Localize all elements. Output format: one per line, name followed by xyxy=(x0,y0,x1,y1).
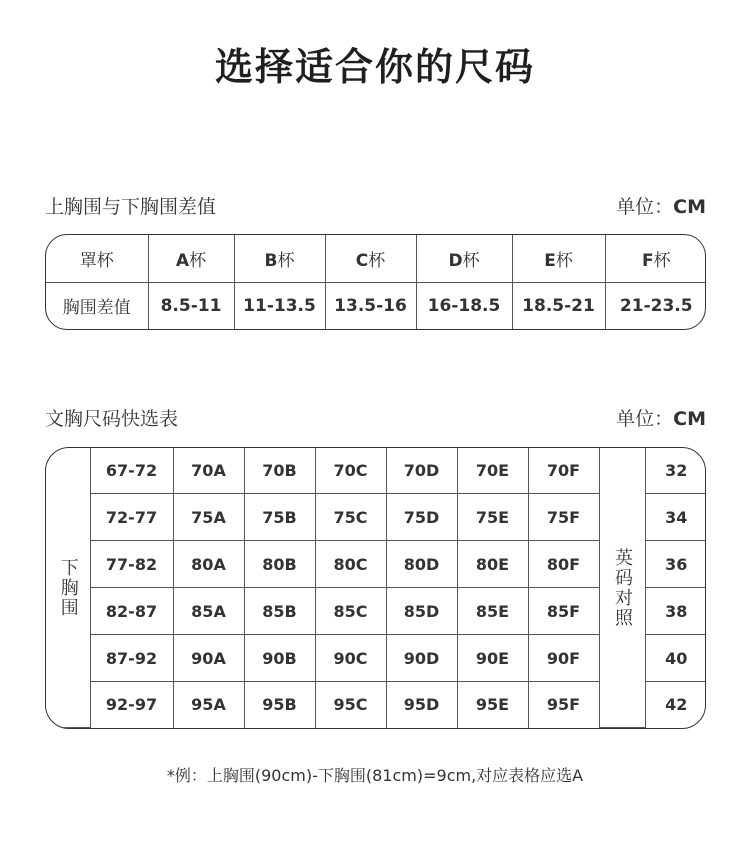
size-cell: 80E xyxy=(457,541,528,588)
uk-size-cell: 38 xyxy=(645,588,706,635)
cup-difference-table xyxy=(45,234,706,330)
size-cell: 70F xyxy=(528,448,599,494)
cup-range-cell: 18.5-21 xyxy=(512,282,605,329)
underbust-range-cell: 87-92 xyxy=(90,635,173,682)
size-cell: 70E xyxy=(457,448,528,494)
size-cell: 90A xyxy=(173,635,244,682)
size-cell: 85F xyxy=(528,588,599,635)
cup-range-cell: 8.5-11 xyxy=(148,282,234,329)
quick-section-label: 文胸尺码快选表 xyxy=(45,408,179,430)
cup-range-cell: 21-23.5 xyxy=(619,295,693,316)
size-cell: 90C xyxy=(315,635,386,682)
uk-size-cell: 42 xyxy=(665,695,688,715)
uk-size-cell: 32 xyxy=(645,448,706,494)
footnote: *例：上胸围(90cm)-下胸围(81cm)=9cm,对应表格应选A xyxy=(166,766,584,785)
cup-row-label: 胸围差值 xyxy=(46,282,148,329)
cup-header-cell: C杯 xyxy=(325,235,416,282)
size-cell: 95E xyxy=(457,682,528,728)
uk-size-cell: 40 xyxy=(645,635,706,682)
quick-unit-label: 单位：CM xyxy=(616,408,706,430)
size-cell: 75C xyxy=(315,494,386,541)
size-cell: 85C xyxy=(315,588,386,635)
size-cell: 70A xyxy=(173,448,244,494)
size-cell: 85A xyxy=(173,588,244,635)
size-cell: 70C xyxy=(315,448,386,494)
underbust-range-cell: 92-97 xyxy=(90,682,173,728)
size-cell: 95A xyxy=(173,682,244,728)
cup-range-cell: 16-18.5 xyxy=(416,282,512,329)
underbust-range-cell: 82-87 xyxy=(90,588,173,635)
size-cell: 75A xyxy=(173,494,244,541)
cup-header-cell: D杯 xyxy=(416,235,512,282)
underbust-range-cell: 67-72 xyxy=(90,448,173,494)
difference-section-label: 上胸围与下胸围差值 xyxy=(45,196,217,218)
size-quick-table xyxy=(45,447,706,729)
underbust-label: 下胸围 xyxy=(46,448,90,728)
underbust-range-cell: 77-82 xyxy=(90,541,173,588)
uk-size-cell: 36 xyxy=(645,541,706,588)
size-cell: 70B xyxy=(244,448,315,494)
size-row xyxy=(46,448,706,494)
size-cell: 80C xyxy=(315,541,386,588)
size-cell: 75D xyxy=(386,494,457,541)
cup-range-cell: 11-13.5 xyxy=(234,282,325,329)
size-cell: 90D xyxy=(386,635,457,682)
size-cell: 95F xyxy=(528,682,599,728)
size-cell: 70D xyxy=(386,448,457,494)
size-cell: 85B xyxy=(244,588,315,635)
underbust-range-cell: 72-77 xyxy=(90,494,173,541)
size-cell: 80F xyxy=(528,541,599,588)
size-cell: 90B xyxy=(244,635,315,682)
cup-range-cell: 13.5-16 xyxy=(325,282,416,329)
size-cell: 75E xyxy=(457,494,528,541)
size-cell: 80B xyxy=(244,541,315,588)
uk-size-label: 英码对照 xyxy=(599,448,645,728)
size-cell: 95C xyxy=(315,682,386,728)
cup-header-cell: E杯 xyxy=(512,235,605,282)
size-cell: 75F xyxy=(528,494,599,541)
cup-header-cell: F杯 xyxy=(605,235,706,282)
size-cell: 85E xyxy=(457,588,528,635)
difference-unit-label: 单位：CM xyxy=(616,196,706,218)
size-cell: 80D xyxy=(386,541,457,588)
cup-header-cell: B杯 xyxy=(234,235,325,282)
size-cell: 80A xyxy=(173,541,244,588)
size-cell: 85D xyxy=(386,588,457,635)
size-cell: 95D xyxy=(386,682,457,728)
cup-header-cell: A杯 xyxy=(148,235,234,282)
size-cell: 90F xyxy=(528,635,599,682)
cup-header-label: 罩杯 xyxy=(46,235,148,282)
size-cell: 90E xyxy=(457,635,528,682)
size-cell: 75B xyxy=(244,494,315,541)
cup-header-row xyxy=(46,235,706,282)
cup-range-row xyxy=(46,282,706,329)
page-title: 选择适合你的尺码 xyxy=(214,45,535,89)
size-cell: 95B xyxy=(244,682,315,728)
uk-size-cell: 34 xyxy=(645,494,706,541)
